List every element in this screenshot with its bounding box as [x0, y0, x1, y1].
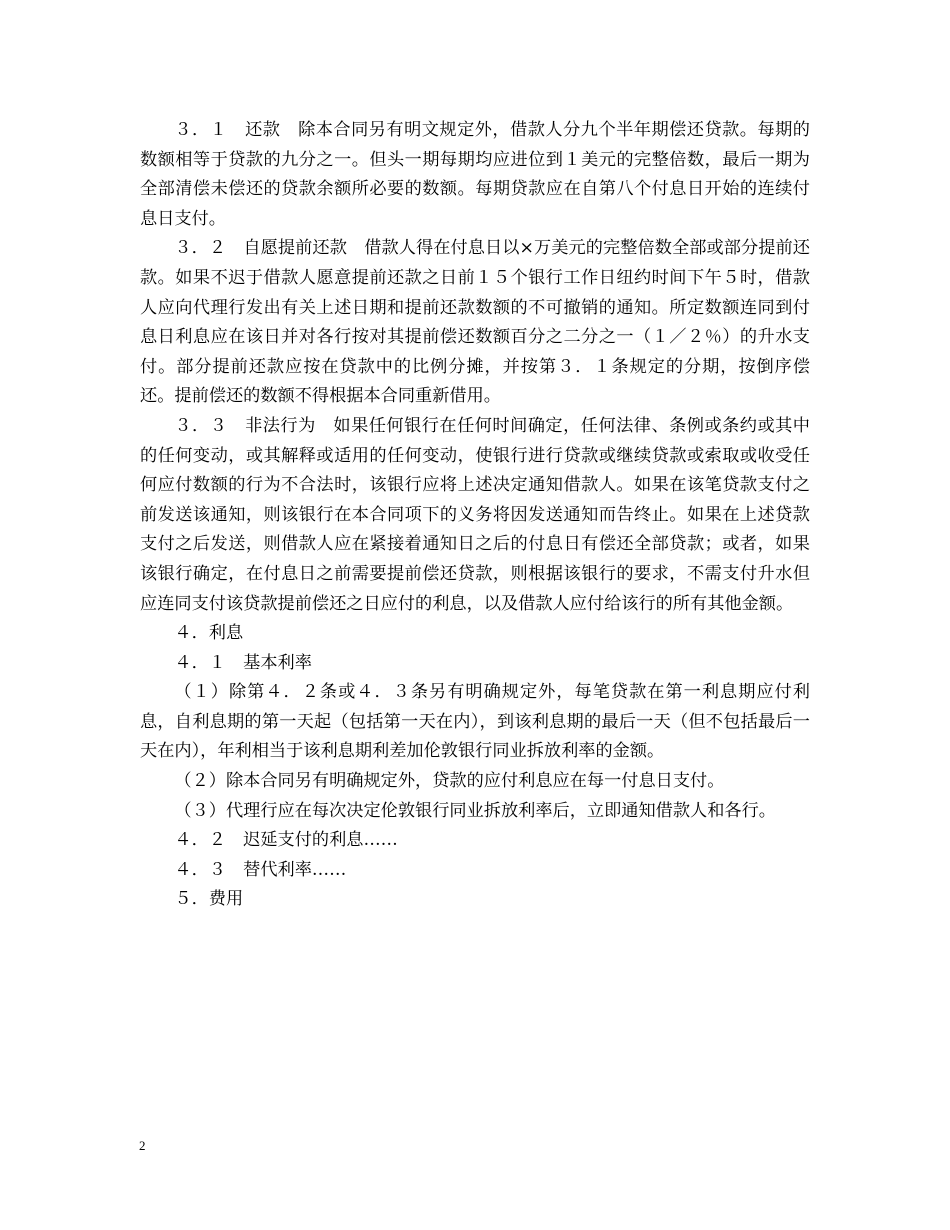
document-body [140, 116, 810, 915]
clause-4-1-item-1: （１）除第４．２条或４．３条另有明确规定外，每笔贷款在第一利息期应付利息，自利息期的第一天起（包括第一天在内），到该利息期的最后一天（但不包括最后一天在内），年利相当于该利息期利差加伦敦银行同业拆放利率的金额。 [140, 682, 810, 762]
clause-3-3-illegality: ３．３ 非法行为 如果任何银行在任何时间确定，任何法律、条例或条约或其中的任何变动，或其解释或适用的任何变动，使银行进行贷款或继续贷款或索取或收受任何应付数额的行为不合法时，该银行应将上述决定通知借款人。如果在该笔贷款支付之前发送该通知，则该银行在本合同项下的义务将因发送通知而告终止。如果在上述贷款支付之后发送，则借款人应在紧接着通知日之后的付息日有偿还全部贷款；或者，如果该银行确定，在付息日之前需要提前偿还贷款，则根据该银行的要求，不需支付升水但应连同支付该贷款提前偿还之日应付的利息，以及借款人应付给该行的所有其他金额。 [140, 415, 810, 614]
clause-4-1-item-3: （３）代理行应在每次决定伦敦银行同业拆放利率后，立即通知借款人和各行。 [174, 800, 776, 821]
page-number: 2 [139, 1138, 146, 1153]
clause-4-2-heading: ４．２ 迟延支付的利息…… [174, 830, 398, 851]
clause-4-1-heading: ４．１ 基本利率 [174, 652, 312, 673]
clause-3-1-repayment: ３．１ 还款 除本合同另有明文规定外，借款人分九个半年期偿还贷款。每期的数额相等于贷款的九分之一。但头一期每期均应进位到１美元的完整倍数，最后一期为全部清偿未偿还的贷款余额所必要的数额。每期贷款应在自第八个付息日开始的连续付息日支付。 [140, 120, 810, 229]
clause-4-3-heading: ４．３ 替代利率…… [174, 859, 347, 880]
clause-4-1-item-2: （２）除本合同另有明确规定外，贷款的应付利息应在每一付息日支付。 [174, 771, 725, 792]
clause-3-2-voluntary-prepayment: ３．２ 自愿提前还款 借款人得在付息日以×万美元的完整倍数全部或部分提前还款。如果不迟于借款人愿意提前还款之日前１５个银行工作日纽约时间下午５时，借款人应向代理行发出有关上述日期和提前还款数额的不可撤销的通知。所定数额连同到付息日利息应在该日并对各行按对其提前偿还数额百分之二分之一（１／２％）的升水支付。部分提前还款应按在贷款中的比例分摊，并按第３．１条规定的分期，按倒序偿还。提前偿还的数额不得根据本合同重新借用。 [140, 238, 810, 407]
section-4-heading: ４．利息 [174, 623, 244, 644]
section-5-heading: ５．费用 [174, 889, 244, 910]
